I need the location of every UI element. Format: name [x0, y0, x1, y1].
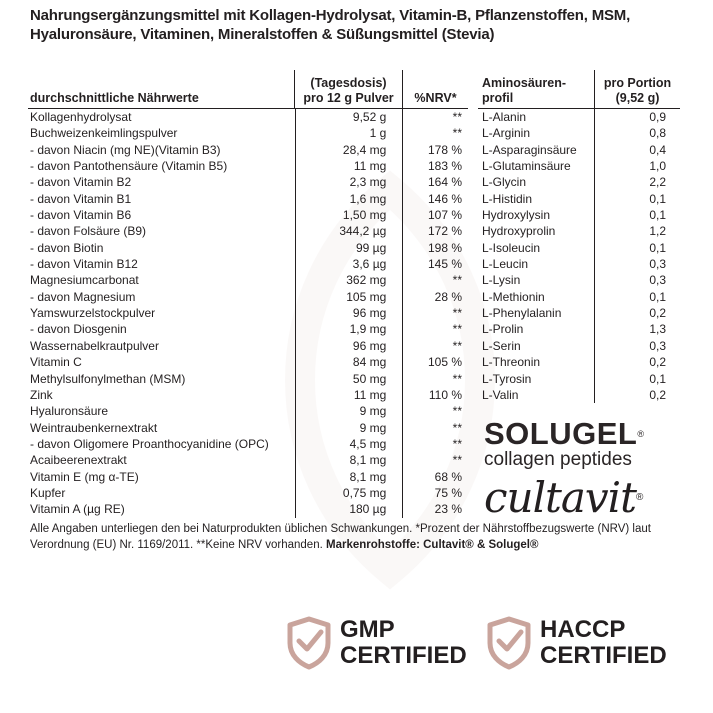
row-amino-value: 0,3 [594, 338, 680, 354]
row-name: - davon Pantothensäure (Vitamin B5) [30, 159, 228, 174]
table-row [478, 109, 680, 125]
row-nrv: ** [402, 371, 468, 387]
table-row [28, 272, 468, 288]
row-amino-name: Hydroxylysin [482, 208, 551, 223]
row-amino-value: 0,4 [594, 142, 680, 158]
header-amino-line1: Aminosäuren- [482, 76, 567, 90]
row-nrv: 164 % [402, 174, 468, 190]
row-name: Kupfer [30, 485, 66, 500]
table-row [478, 387, 680, 403]
row-amino-value: 0,1 [594, 240, 680, 256]
product-title: Nahrungsergänzungsmittel mit Kollagen-Hydrolysat, Vitamin-B, Pflanzenstoffen, MSM, Hyaluronsäure, Vitaminen, Mineralstoffen & Süßungsmittel (Stevia) [30, 7, 631, 43]
header-dose-line2: pro 12 g Pulver [303, 91, 394, 105]
row-nrv: ** [402, 403, 468, 419]
row-dose: 50 mg [295, 371, 403, 387]
row-name: - davon Oligomere Proanthocyanidine (OPC) [30, 436, 269, 451]
row-amino-name: L-Valin [482, 387, 519, 402]
table-row [28, 191, 468, 207]
row-dose: 28,4 mg [295, 142, 403, 158]
row-dose: 96 mg [295, 305, 403, 321]
solugel-subtitle: collagen peptides [484, 449, 632, 470]
row-nrv: 178 % [402, 142, 468, 158]
row-nrv: 107 % [402, 207, 468, 223]
row-name: Zink [30, 387, 53, 402]
registered-mark: ® [637, 429, 645, 439]
table-row [478, 158, 680, 174]
row-nrv: 110 % [402, 387, 468, 403]
table-row [28, 321, 468, 337]
table-row [478, 371, 680, 387]
row-dose: 96 mg [295, 338, 403, 354]
table-row [28, 207, 468, 223]
row-name: Vitamin A (µg RE) [30, 502, 125, 517]
row-amino-value: 0,2 [594, 305, 680, 321]
row-amino-value: 0,2 [594, 354, 680, 370]
row-name: - davon Vitamin B6 [30, 208, 132, 223]
table-row [478, 142, 680, 158]
row-amino-value: 0,3 [594, 272, 680, 288]
row-name: - davon Vitamin B12 [30, 257, 138, 272]
row-dose: 1,9 mg [295, 321, 403, 337]
row-name: Vitamin C [30, 355, 82, 370]
haccp-label: HACCP [540, 616, 626, 643]
row-dose: 9 mg [295, 420, 403, 436]
row-amino-value: 0,1 [594, 289, 680, 305]
row-name: Weintraubenkernextrakt [30, 420, 158, 435]
table-row [478, 256, 680, 272]
solugel-logo [484, 418, 654, 470]
table-row [478, 125, 680, 141]
row-amino-name: L-Glycin [482, 175, 527, 190]
row-dose: 3,6 µg [295, 256, 403, 272]
haccp-badge [486, 616, 667, 670]
row-nrv: ** [402, 321, 468, 337]
header-amino-line2: profil [482, 91, 514, 105]
row-nrv: ** [402, 338, 468, 354]
row-name: Yamswurzelstockpulver [30, 306, 156, 321]
row-nrv: 198 % [402, 240, 468, 256]
table-row [28, 501, 468, 517]
table-row [28, 174, 468, 190]
row-nrv: 146 % [402, 191, 468, 207]
row-name: Vitamin E (mg α-TE) [30, 469, 139, 484]
row-dose: 105 mg [295, 289, 403, 305]
row-nrv: 28 % [402, 289, 468, 305]
row-name: Acaibeerenextrakt [30, 453, 127, 468]
row-amino-value: 0,1 [594, 191, 680, 207]
amino-table-header [478, 70, 680, 109]
row-amino-value: 1,0 [594, 158, 680, 174]
row-dose: 2,3 mg [295, 174, 403, 190]
row-dose: 8,1 mg [295, 452, 403, 468]
table-row [478, 272, 680, 288]
row-name: - davon Magnesium [30, 289, 136, 304]
table-row [478, 240, 680, 256]
row-amino-name: Hydroxyprolin [482, 224, 556, 239]
row-dose: 11 mg [295, 158, 403, 174]
shield-check-icon [286, 616, 332, 670]
row-amino-value: 0,2 [594, 387, 680, 403]
row-amino-name: L-Phenylalanin [482, 306, 562, 321]
row-amino-value: 0,1 [594, 207, 680, 223]
row-nrv: 75 % [402, 485, 468, 501]
row-amino-value: 0,3 [594, 256, 680, 272]
row-nrv: ** [402, 109, 468, 125]
row-nrv: ** [402, 305, 468, 321]
row-name: - davon Biotin [30, 240, 104, 255]
row-amino-value: 2,2 [594, 174, 680, 190]
table-row [28, 436, 468, 452]
row-name: - davon Vitamin B1 [30, 191, 132, 206]
nutrition-table [28, 70, 468, 518]
row-dose: 362 mg [295, 272, 403, 288]
row-amino-value: 1,3 [594, 321, 680, 337]
row-amino-name: L-Threonin [482, 355, 541, 370]
row-amino-name: L-Leucin [482, 257, 529, 272]
row-dose: 9 mg [295, 403, 403, 419]
header-dose-line1: (Tagesdosis) [310, 76, 387, 90]
table-row [28, 240, 468, 256]
row-amino-name: L-Tyrosin [482, 371, 532, 386]
header-portion [594, 70, 680, 108]
row-nrv: ** [402, 436, 468, 452]
table-row [478, 191, 680, 207]
row-name: - davon Folsäure (B9) [30, 224, 147, 239]
row-dose: 8,1 mg [295, 469, 403, 485]
table-row [28, 109, 468, 125]
table-row [28, 485, 468, 501]
row-name: Wassernabelkrautpulver [30, 338, 159, 353]
row-amino-name: L-Glutaminsäure [482, 159, 571, 174]
row-nrv: 105 % [402, 354, 468, 370]
row-name: Kollagenhydrolysat [30, 110, 132, 124]
row-nrv: ** [402, 125, 468, 141]
row-dose: 1,50 mg [295, 207, 403, 223]
row-amino-name: L-Methionin [482, 289, 545, 304]
header-nrv: %NRV* [402, 70, 468, 108]
row-nrv: 183 % [402, 158, 468, 174]
row-amino-name: L-Lysin [482, 273, 521, 288]
table-row [478, 174, 680, 190]
row-amino-name: L-Serin [482, 338, 521, 353]
table-row [478, 305, 680, 321]
registered-mark: ® [635, 492, 643, 503]
haccp-certified-label: CERTIFIED [540, 642, 667, 669]
cultavit-logo [484, 474, 642, 522]
table-row [28, 338, 468, 354]
row-dose: 4,5 mg [295, 436, 403, 452]
row-nrv: ** [402, 420, 468, 436]
row-amino-value: 0,8 [594, 125, 680, 141]
row-amino-value: 0,9 [594, 109, 680, 125]
row-amino-name: L-Histidin [482, 191, 533, 206]
table-row [478, 354, 680, 370]
header-portion-line2: (9,52 g) [615, 91, 660, 105]
table-row [28, 387, 468, 403]
footnote [30, 521, 690, 553]
row-dose: 84 mg [295, 354, 403, 370]
table-row [28, 158, 468, 174]
row-nrv: 145 % [402, 256, 468, 272]
row-nrv: ** [402, 452, 468, 468]
solugel-wordmark: SOLUGEL [484, 416, 638, 451]
table-row [28, 403, 468, 419]
table-row [28, 469, 468, 485]
table-row [478, 321, 680, 337]
row-name: Magnesiumcarbonat [30, 273, 139, 288]
table-row [28, 305, 468, 321]
table-row [28, 125, 468, 141]
row-amino-name: L-Isoleucin [482, 240, 541, 255]
table-row [28, 289, 468, 305]
row-amino-name: L-Arginin [482, 126, 531, 141]
row-name: - davon Niacin (mg NE)(Vitamin B3) [30, 142, 221, 157]
table-row [28, 354, 468, 370]
row-name: Methylsulfonylmethan (MSM) [30, 371, 186, 386]
header-dose [294, 70, 402, 108]
gmp-certified-label: CERTIFIED [340, 642, 467, 669]
cultavit-wordmark: cultavit [484, 473, 636, 522]
header-amino [478, 70, 594, 108]
table-row [478, 207, 680, 223]
table-row [28, 452, 468, 468]
amino-rows [478, 109, 680, 403]
row-dose: 180 µg [295, 501, 403, 517]
row-dose: 0,75 mg [295, 485, 403, 501]
row-dose: 11 mg [295, 387, 403, 403]
row-nrv: ** [402, 272, 468, 288]
nutrition-rows [28, 109, 468, 518]
table-row [28, 223, 468, 239]
row-amino-value: 0,1 [594, 371, 680, 387]
table-row [28, 256, 468, 272]
row-amino-value: 1,2 [594, 223, 680, 239]
row-nrv: 68 % [402, 469, 468, 485]
row-dose: 99 µg [295, 240, 403, 256]
footnote-text: Alle Angaben unterliegen den bei Naturprodukten üblichen Schwankungen. *Prozent der Nährstoffbezugswerte (NRV) laut Verordnung (EU) Nr. 1169/2011. **Keine NRV vorhanden. [30, 523, 651, 551]
table-row [28, 420, 468, 436]
row-name: Buchweizenkeimlingspulver [30, 126, 178, 141]
gmp-badge [286, 616, 467, 670]
table-row [478, 289, 680, 305]
footnote-brands: Markenrohstoffe: Cultavit® & Solugel® [326, 539, 539, 551]
nutrition-table-header [28, 70, 468, 109]
shield-check-icon [486, 616, 532, 670]
row-amino-name: L-Asparaginsäure [482, 142, 577, 157]
row-dose: 1,6 mg [295, 191, 403, 207]
header-portion-line1: pro Portion [603, 76, 672, 90]
row-amino-name: L-Alanin [482, 110, 527, 124]
header-name: durchschnittliche Nährwerte [30, 91, 199, 105]
row-dose: 1 g [295, 125, 403, 141]
row-nrv: 172 % [402, 223, 468, 239]
gmp-label: GMP [340, 616, 395, 643]
row-name: Hyaluronsäure [30, 404, 109, 419]
row-nrv: 23 % [402, 501, 468, 517]
row-name: - davon Diosgenin [30, 322, 127, 337]
row-amino-name: L-Prolin [482, 322, 524, 337]
table-row [478, 338, 680, 354]
row-name: - davon Vitamin B2 [30, 175, 132, 190]
amino-table [478, 70, 680, 403]
table-row [478, 223, 680, 239]
row-dose: 9,52 g [295, 109, 403, 125]
table-row [28, 142, 468, 158]
row-dose: 344,2 µg [295, 223, 403, 239]
table-row [28, 371, 468, 387]
